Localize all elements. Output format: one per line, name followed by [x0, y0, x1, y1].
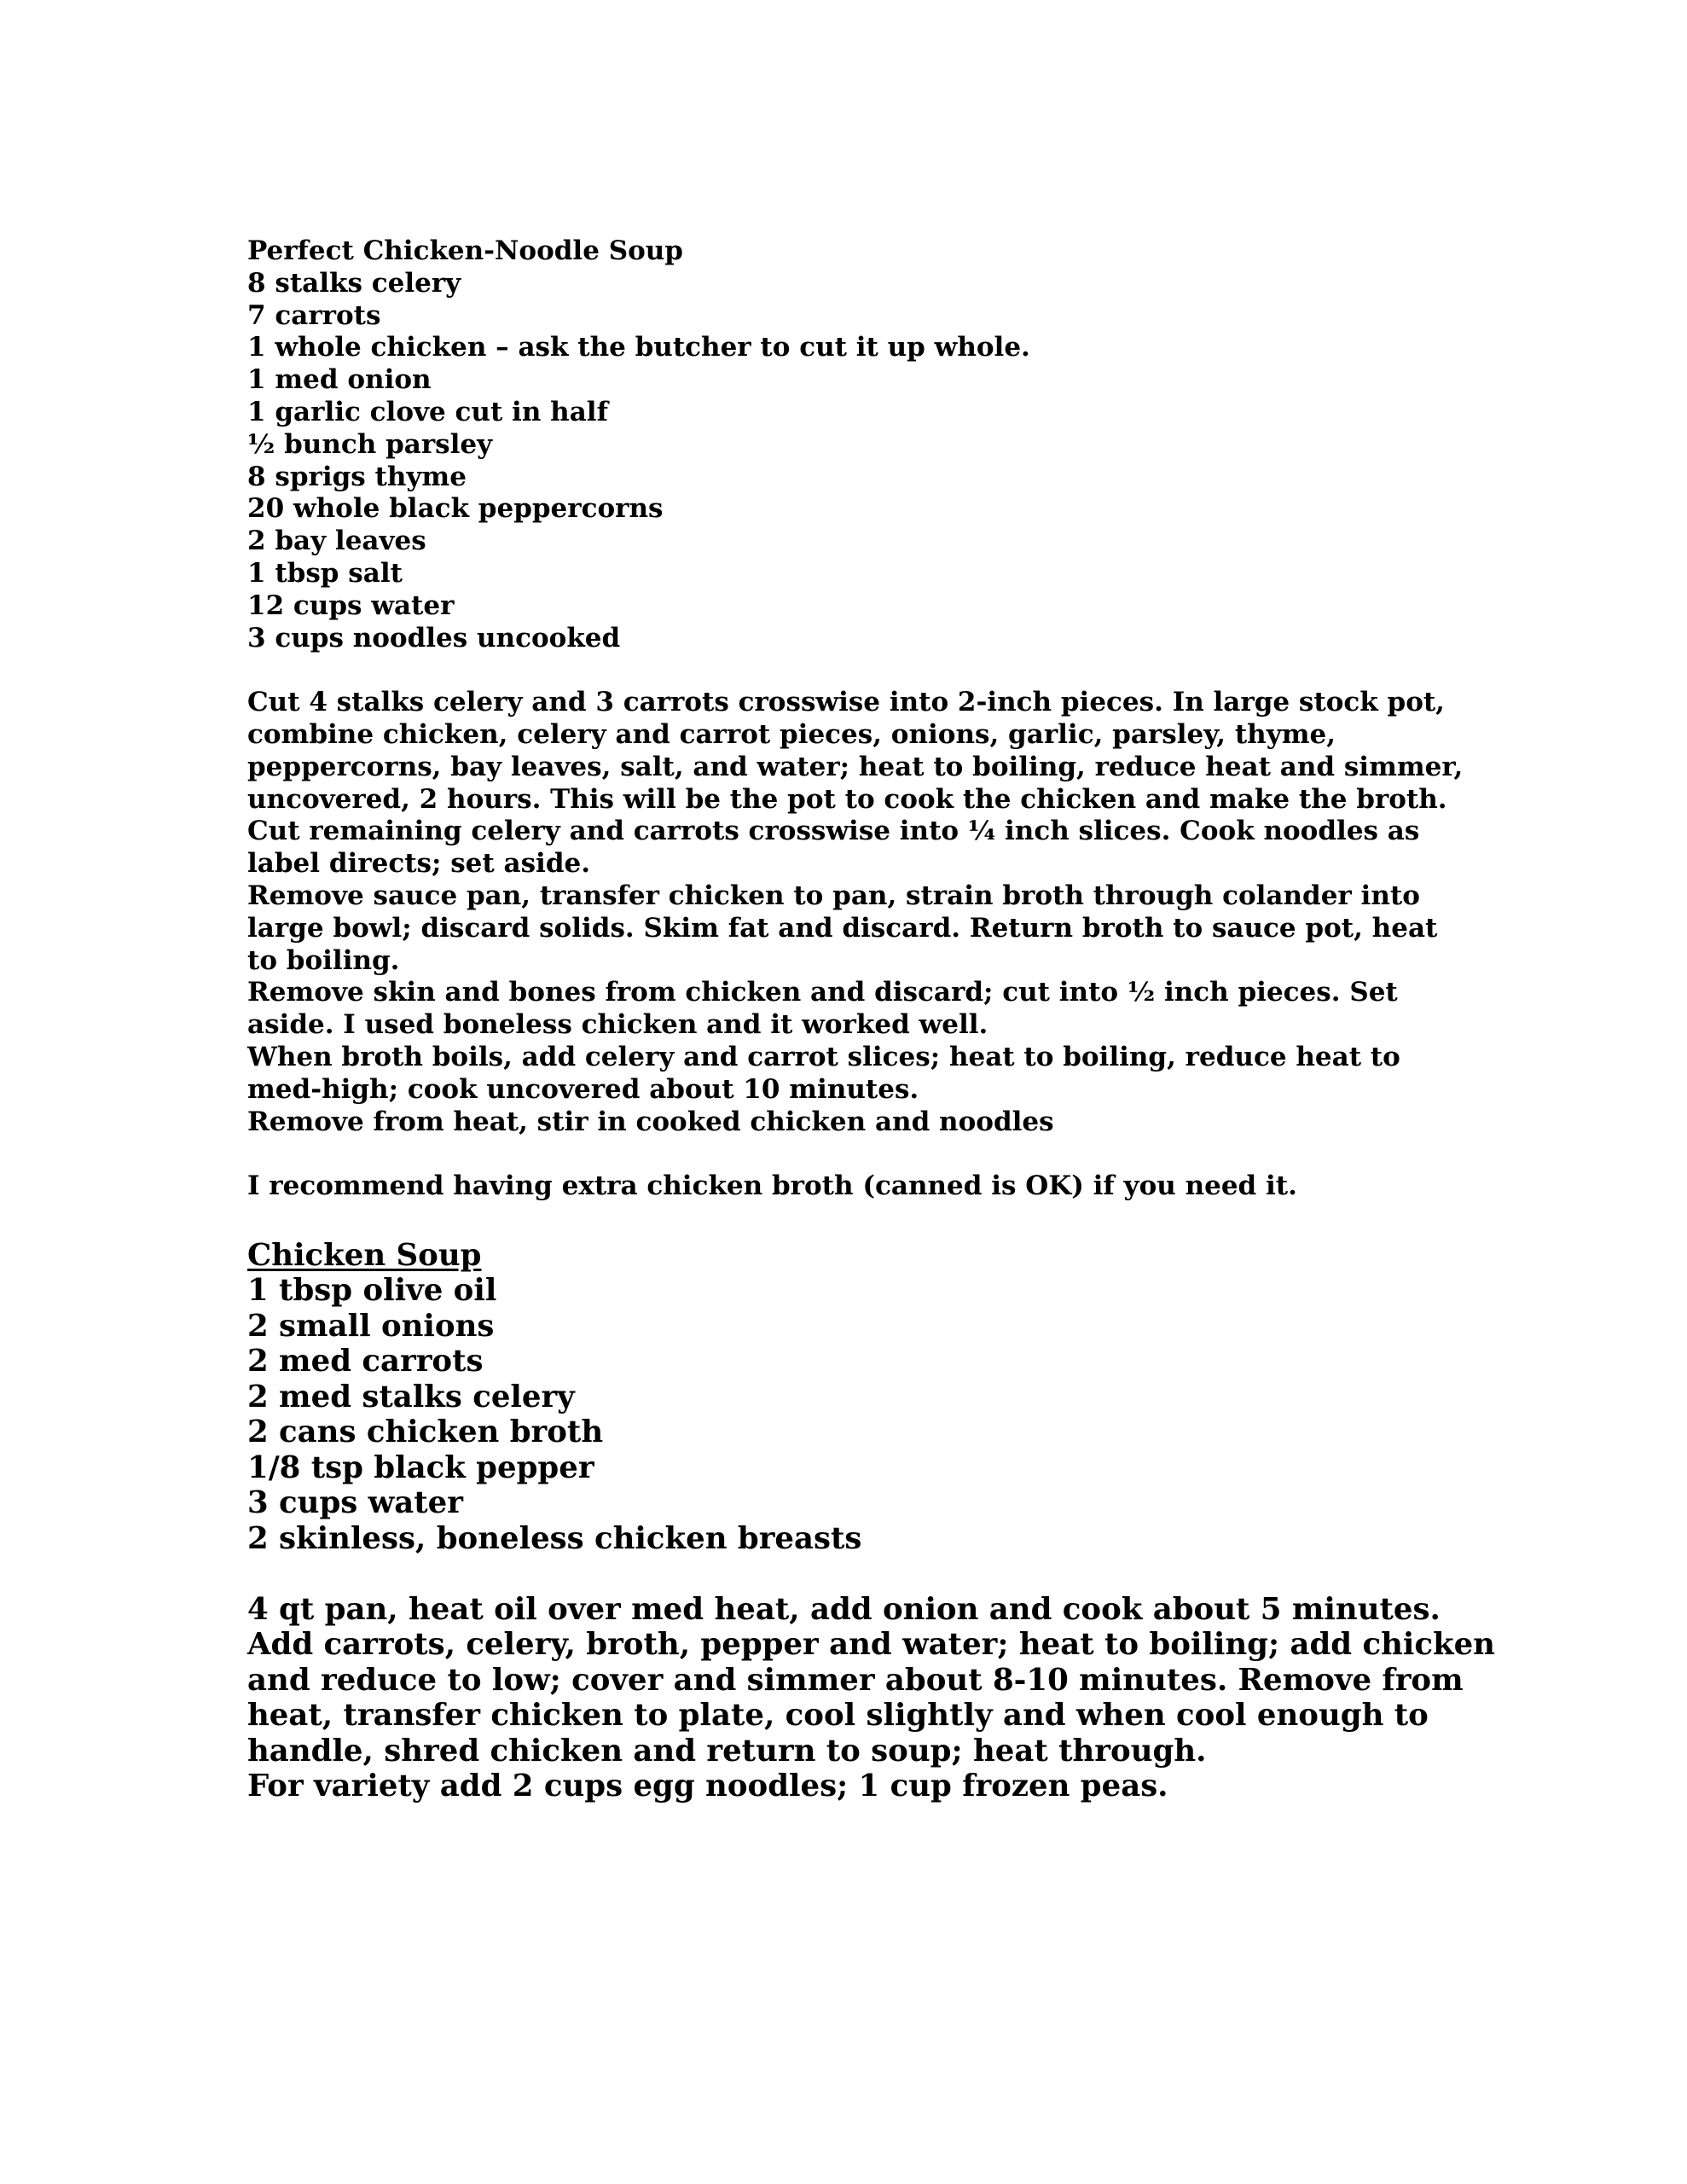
ingredient-item: 20 whole black peppercorns [247, 493, 664, 525]
recipe2-title: Chicken Soup [247, 1237, 482, 1273]
recipe-chicken-soup [247, 1237, 1495, 1804]
direction-line: large bowl; discard solids. Skim fat and discard. Return broth to sauce pot, heat [247, 912, 1438, 944]
direction-line: uncovered, 2 hours. This will be the pot to cook the chicken and make the broth. [247, 783, 1447, 815]
recipe1-note [247, 1170, 1458, 1203]
direction-line: Cut remaining celery and carrots crosswise into ¼ inch slices. Cook noodles as [247, 816, 1420, 847]
ingredient-item: 2 small onions [247, 1308, 495, 1344]
direction-line: Remove sauce pan, transfer chicken to pan, strain broth through colander into [247, 880, 1420, 911]
direction-line: combine chicken, celery and carrot pieces, onions, garlic, parsley, thyme, [247, 718, 1336, 750]
ingredient-item: 1 tbsp olive oil [247, 1273, 497, 1309]
direction-line: Remove skin and bones from chicken and discard; cut into ½ inch pieces. Set [247, 977, 1398, 1008]
recipe-perfect-chicken-noodle-soup [247, 235, 1464, 1203]
ingredient-item: 7 carrots [247, 299, 381, 331]
ingredient-item: 1 garlic clove cut in half [247, 396, 608, 427]
ingredient-item: 1 tbsp salt [247, 557, 403, 589]
direction-line: Remove from heat, stir in cooked chicken and noodles [247, 1106, 1054, 1137]
ingredient-item: 12 cups water [247, 590, 455, 621]
note-text: I recommend having extra chicken broth (canned is OK) if you need it. [247, 1170, 1297, 1202]
ingredient-item: 1/8 tsp black pepper [247, 1449, 594, 1485]
ingredient-item: 3 cups water [247, 1485, 463, 1521]
document-page [247, 235, 1495, 1804]
recipe1-title: Perfect Chicken-Noodle Soup [247, 235, 683, 266]
direction-line: 4 qt pan, heat oil over med heat, add onion and cook about 5 minutes. [247, 1591, 1441, 1627]
ingredient-item: 8 stalks celery [247, 267, 461, 299]
ingredient-item: ½ bunch parsley [247, 428, 493, 460]
direction-line: handle, shred chicken and return to soup; heat through. [247, 1733, 1207, 1769]
direction-line: peppercorns, bay leaves, salt, and water; heat to boiling, reduce heat and simmer, [247, 751, 1464, 782]
recipe2-directions [247, 1591, 1495, 1804]
direction-line: and reduce to low; cover and simmer about 8-10 minutes. Remove from [247, 1662, 1464, 1698]
ingredient-item: 1 whole chicken – ask the butcher to cut it up whole. [247, 332, 1030, 363]
direction-line: heat, transfer chicken to plate, cool slightly and when cool enough to [247, 1698, 1429, 1734]
ingredient-item: 8 sprigs thyme [247, 461, 467, 492]
direction-line: label directs; set aside. [247, 848, 591, 880]
ingredient-item: 2 med stalks celery [247, 1379, 575, 1414]
ingredient-item: 1 med onion [247, 364, 432, 396]
direction-line: For variety add 2 cups egg noodles; 1 cup frozen peas. [247, 1769, 1168, 1804]
ingredient-item: 3 cups noodles uncooked [247, 622, 621, 653]
ingredient-item: 2 bay leaves [247, 526, 426, 557]
ingredient-item: 2 skinless, boneless chicken breasts [247, 1520, 862, 1556]
recipe1-ingredient-list [247, 235, 1458, 654]
direction-line: Add carrots, celery, broth, pepper and water; heat to boiling; add chicken [247, 1627, 1495, 1663]
recipe2-ingredient-list [247, 1238, 1458, 1557]
direction-line: med-high; cook uncovered about 10 minutes. [247, 1073, 919, 1105]
recipe1-directions [247, 687, 1464, 1138]
direction-line: to boiling. [247, 944, 400, 976]
direction-line: When broth boils, add celery and carrot slices; heat to boiling, reduce heat to [247, 1041, 1400, 1072]
direction-line: Cut 4 stalks celery and 3 carrots crosswise into 2-inch pieces. In large stock pot, [247, 687, 1445, 718]
ingredient-item: 2 cans chicken broth [247, 1414, 604, 1450]
ingredient-item: 2 med carrots [247, 1344, 484, 1380]
direction-line: aside. I used boneless chicken and it worked well. [247, 1009, 988, 1041]
